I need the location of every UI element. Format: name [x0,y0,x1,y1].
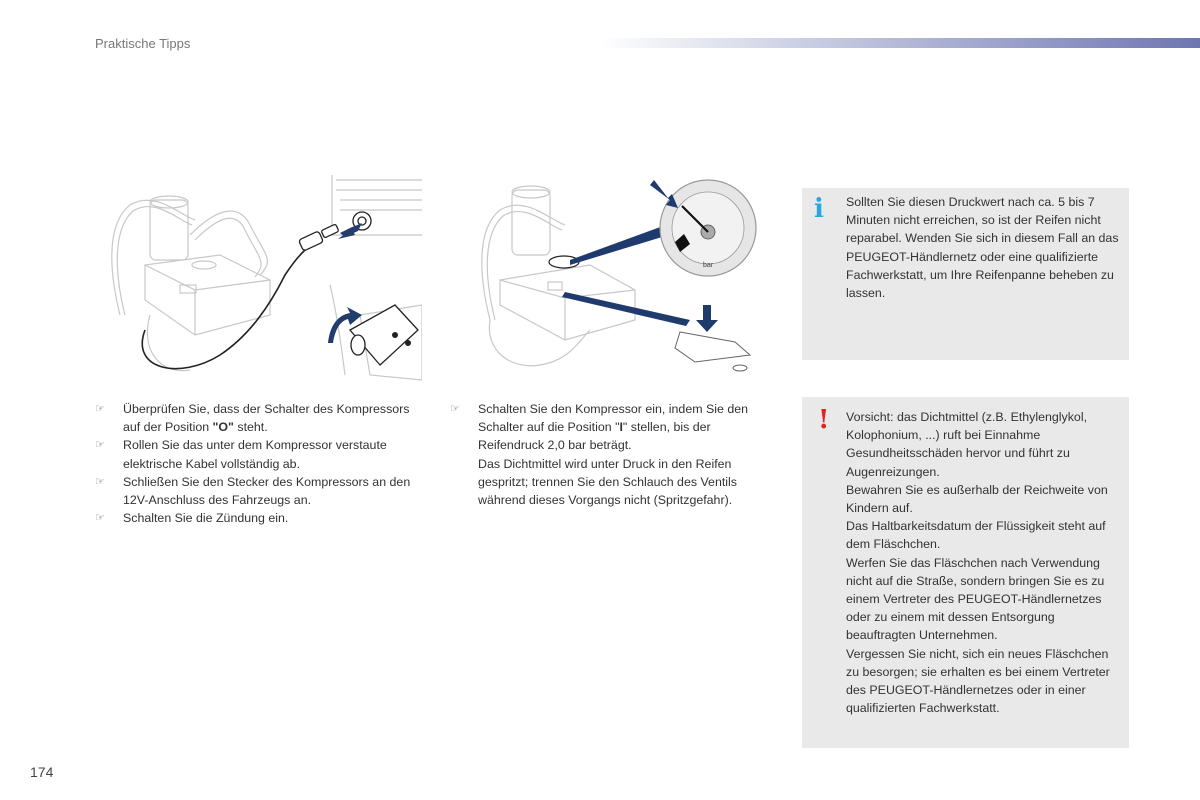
warning-icon: ! [818,405,830,435]
instructions-column-1 [95,400,420,527]
list-item: ☞ Rollen Sie das unter dem Kompressor verstaute elektrische Kabel vollständig ab. [95,438,387,471]
pointing-hand-icon: ☞ [95,475,105,488]
sealant-pressure-paragraph: Das Dichtmittel wird unter Druck in den Reifen gespritzt; trennen Sie den Schlauch des Ventils während dieses Vorgangs nicht (Spritzgefahr). [478,456,737,508]
info-note-text: Sollten Sie diesen Druckwert nach ca. 5 bis 7 Minuten nicht erreichen, so ist der Reifen nicht reparabel. Wenden Sie sich in diesem Fall an das PEUGEOT-Händlernetz oder eine qualifizierte Fachwerkstatt, um Ihre Reifenpanne beheben zu lassen. [846,195,1119,301]
list-item: ☞ Schalten Sie den Kompressor ein, indem Sie den Schalter auf die Position "I" stellen, bis der Reifendruck 2,0 bar beträgt. [450,402,748,453]
warning-paragraph: Das Haltbarkeitsdatum der Flüssigkeit steht auf dem Fläschchen. [846,519,1106,552]
pointing-hand-icon: ☞ [95,403,105,415]
header-gradient-bar [600,38,1200,48]
pointing-hand-icon: ☞ [450,403,460,415]
warning-paragraph: Vorsicht: das Dichtmittel (z.B. Ethylenglykol, Kolophonium, ...) ruft bei Einnahme Gesundheitsschäden hervor und führt zu Augenreizungen. [846,410,1088,479]
page-number: 174 [30,764,54,780]
warning-note [802,397,1129,748]
list-item: ☞ Überprüfen Sie, dass der Schalter des Kompressors auf der Position "O" steht. [95,402,410,435]
info-icon: i [814,194,824,224]
pointing-hand-icon: ☞ [95,512,105,525]
info-note [802,188,1129,360]
warning-paragraph: Bewahren Sie es außerhalb der Reichweite von Kindern auf. [846,482,1108,516]
warning-paragraph: Werfen Sie das Fläschchen nach Verwendung nicht auf die Straße, sondern bringen Sie es zu einem Vertreter des PEUGEOT-Händlernetzes oder zu einem mit dessen Entsorgung beauftragten Unternehmen. [846,555,1105,643]
compressor-gauge-illustration [470,170,770,382]
warning-paragraph: Vergessen Sie nicht, sich ein neues Fläschchen zu besorgen; sie erhalten es bei einem Vertreter des PEUGEOT-Händlernetzes oder in einer qualifizierten Fachwerkstatt. [846,646,1110,716]
section-title: Praktische Tipps [95,36,191,51]
compressor-connection-illustration [100,165,422,385]
gauge-unit-label: bar [703,262,714,269]
list-item: ☞ Schalten Sie die Zündung ein. [95,509,420,527]
instructions-column-2 [450,400,768,509]
pointing-hand-icon: ☞ [95,439,105,452]
instruction-list [95,400,420,527]
list-item: ☞ Schließen Sie den Stecker des Kompressors an den 12V-Anschluss des Fahrzeugs an. [95,474,411,508]
